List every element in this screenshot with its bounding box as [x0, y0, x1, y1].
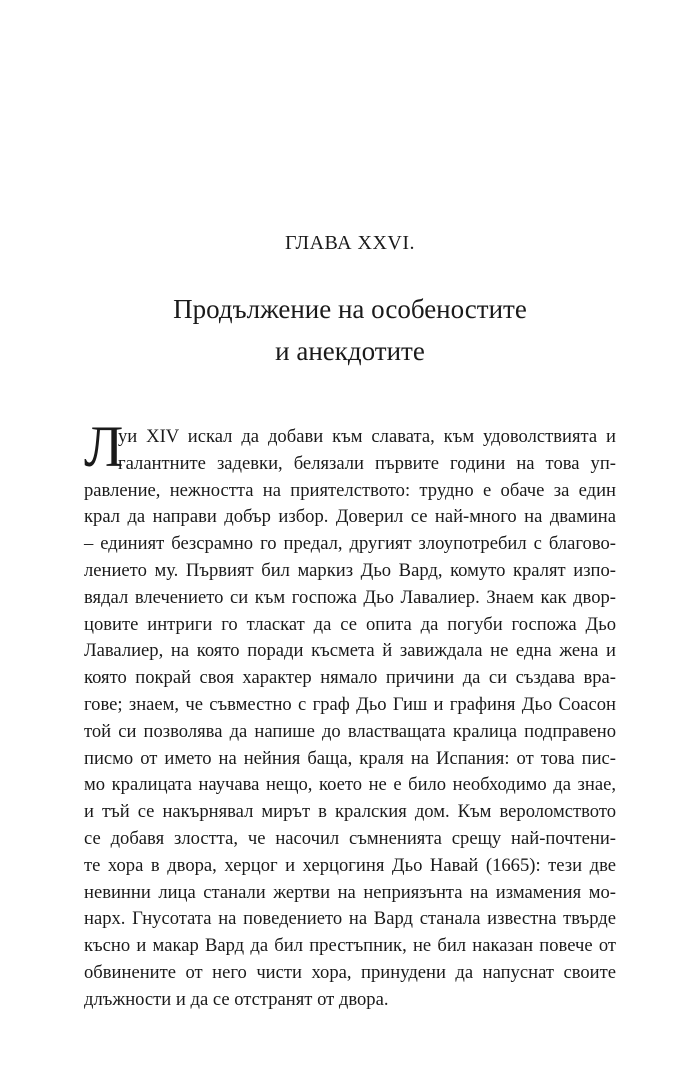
chapter-title-line-2: и анекдотите: [275, 336, 425, 366]
text-line: която покрай своя характер нямало причини да си създава вра-: [84, 667, 616, 689]
text-line: галантните задевки, белязали първите години на това уп-: [118, 452, 616, 474]
text-line: обвинените от него чисти хора, принудени да напуснат своите: [84, 961, 616, 983]
text-line: крал да направи добър избор. Доверил се най-много на двамина: [84, 506, 616, 528]
text-line: се добавя злостта, че насочил съмненията срещу най-почтени-: [84, 827, 616, 849]
chapter-title: [0, 288, 700, 372]
text-line: вядал влечението си към госпожа Дьо Лавалиер. Знаем как двор-: [84, 586, 616, 608]
text-line: и тъй се накърнявал мирът в кралския дом. Към вероломството: [84, 801, 616, 823]
drop-cap: Л: [84, 414, 124, 479]
text-line: мо кралицата научава нещо, което не е било необходимо да знае,: [84, 774, 616, 796]
text-line: писмо от името на нейния баща, краля на Испания: от това пис-: [84, 747, 616, 769]
body-text: [84, 424, 616, 1014]
text-line: нарх. Гнусотата на поведението на Вард станала известна твърде: [84, 908, 616, 930]
text-line: Лавалиер, на която поради късмета й завиждала не една жена и: [84, 640, 616, 662]
text-line: късно и макар Вард да бил престъпник, не бил наказан повече от: [84, 935, 616, 957]
text-line: те хора в двора, херцог и херцогиня Дьо Навай (1665): тези две: [84, 854, 616, 876]
chapter-title-line-1: Продължение на особеностите: [173, 294, 527, 324]
text-line-last: длъжности и да се отстранят от двора.: [84, 988, 389, 1010]
text-line: – единият безсрамно го предал, другият злоупотребил с благово-: [84, 533, 616, 555]
text-line: лението му. Първият бил маркиз Дьо Вард, комуто кралят изпо-: [84, 559, 616, 581]
text-line: цовите интриги го тласкат да се опита да погуби госпожа Дьо: [84, 613, 616, 635]
text-line: той си позволява да напише до властващата кралица подправено: [84, 720, 616, 742]
text-line: равление, нежността на приятелството: трудно е обаче за един: [84, 479, 616, 501]
text-line: гове; знаем, че съвместно с граф Дьо Гиш и графиня Дьо Соасон: [84, 693, 616, 715]
chapter-label: ГЛАВА XXVI.: [284, 232, 416, 254]
text-line: уи XIV искал да добави към славата, към удоволствията и: [118, 426, 616, 447]
text-line: невинни лица станали жертви на неприязънта на измамения мо-: [84, 881, 616, 903]
